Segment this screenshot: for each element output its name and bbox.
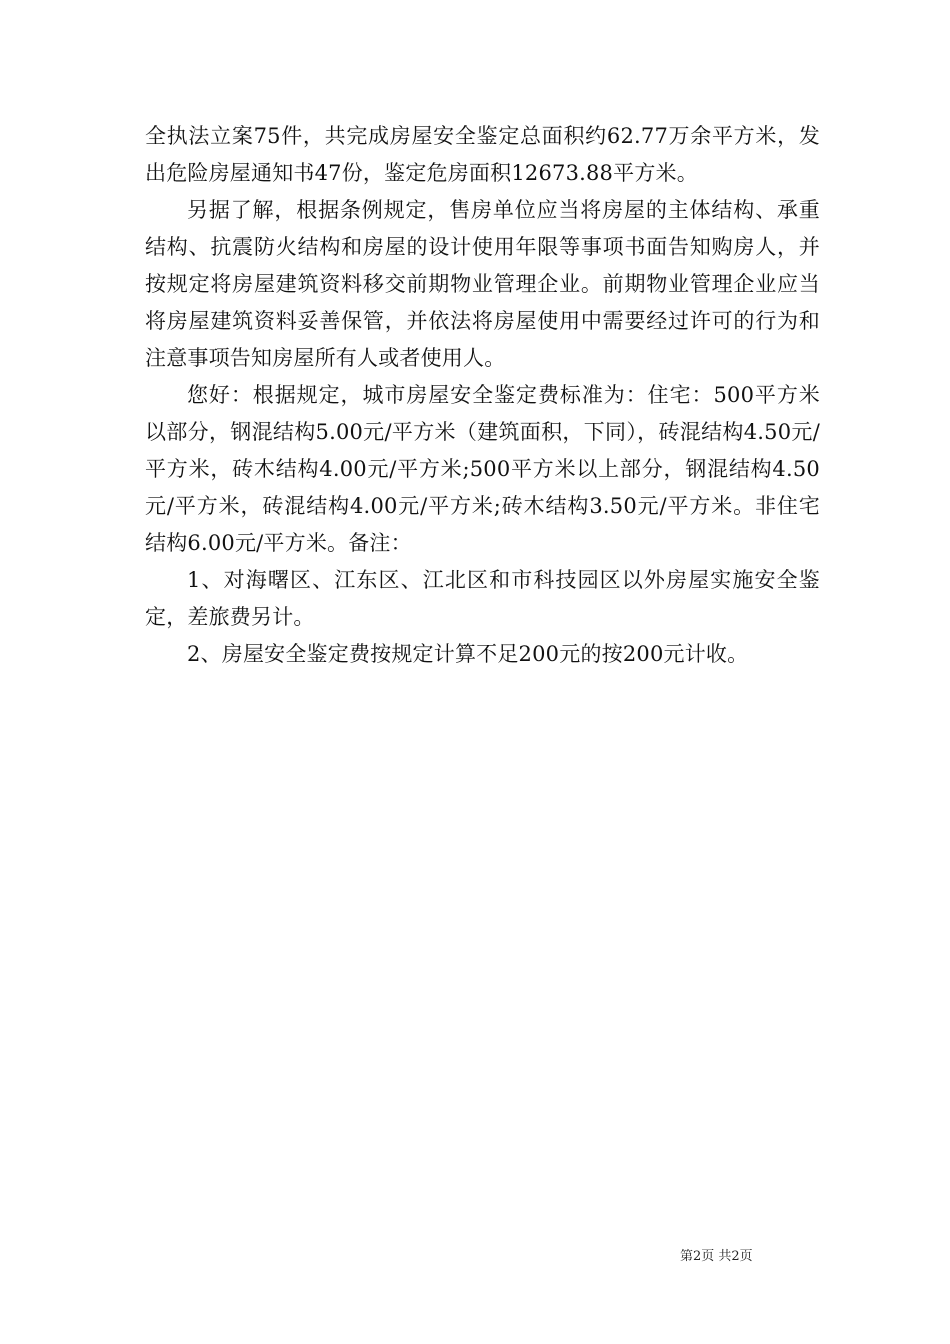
paragraph-continuation: 全执法立案75件，共完成房屋安全鉴定总面积约62.77万余平方米，发出危险房屋通知书47份，鉴定危房面积12673.88平方米。 [145,124,820,185]
paragraph-note-1: 1、对海曙区、江东区、江北区和市科技园区以外房屋实施安全鉴定，差旅费另计。 [145,568,820,629]
paragraph-fee-standard: 您好：根据规定，城市房屋安全鉴定费标准为：住宅：500平方米以部分，钢混结构5.00元/平方米（建筑面积，下同），砖混结构4.50元/平方米，砖木结构4.00元/平方米;500平方米以上部分，钢混结构4.50元/平方米，砖混结构4.00元/平方米;砖木结构3.50元/平方米。非住宅结构6.00元/平方米。备注： [145,383,820,555]
paragraph-regulation: 另据了解，根据条例规定，售房单位应当将房屋的主体结构、承重结构、抗震防火结构和房屋的设计使用年限等事项书面告知购房人，并按规定将房屋建筑资料移交前期物业管理企业。前期物业管理企业应当将房屋建筑资料妥善保管，并依法将房屋使用中需要经过许可的行为和注意事项告知房屋所有人或者使用人。 [145,198,820,370]
page-number-footer: 第2页 共2页 [680,1249,753,1264]
document-body [145,118,820,673]
paragraph-note-2: 2、房屋安全鉴定费按规定计算不足200元的按200元计收。 [187,642,749,666]
